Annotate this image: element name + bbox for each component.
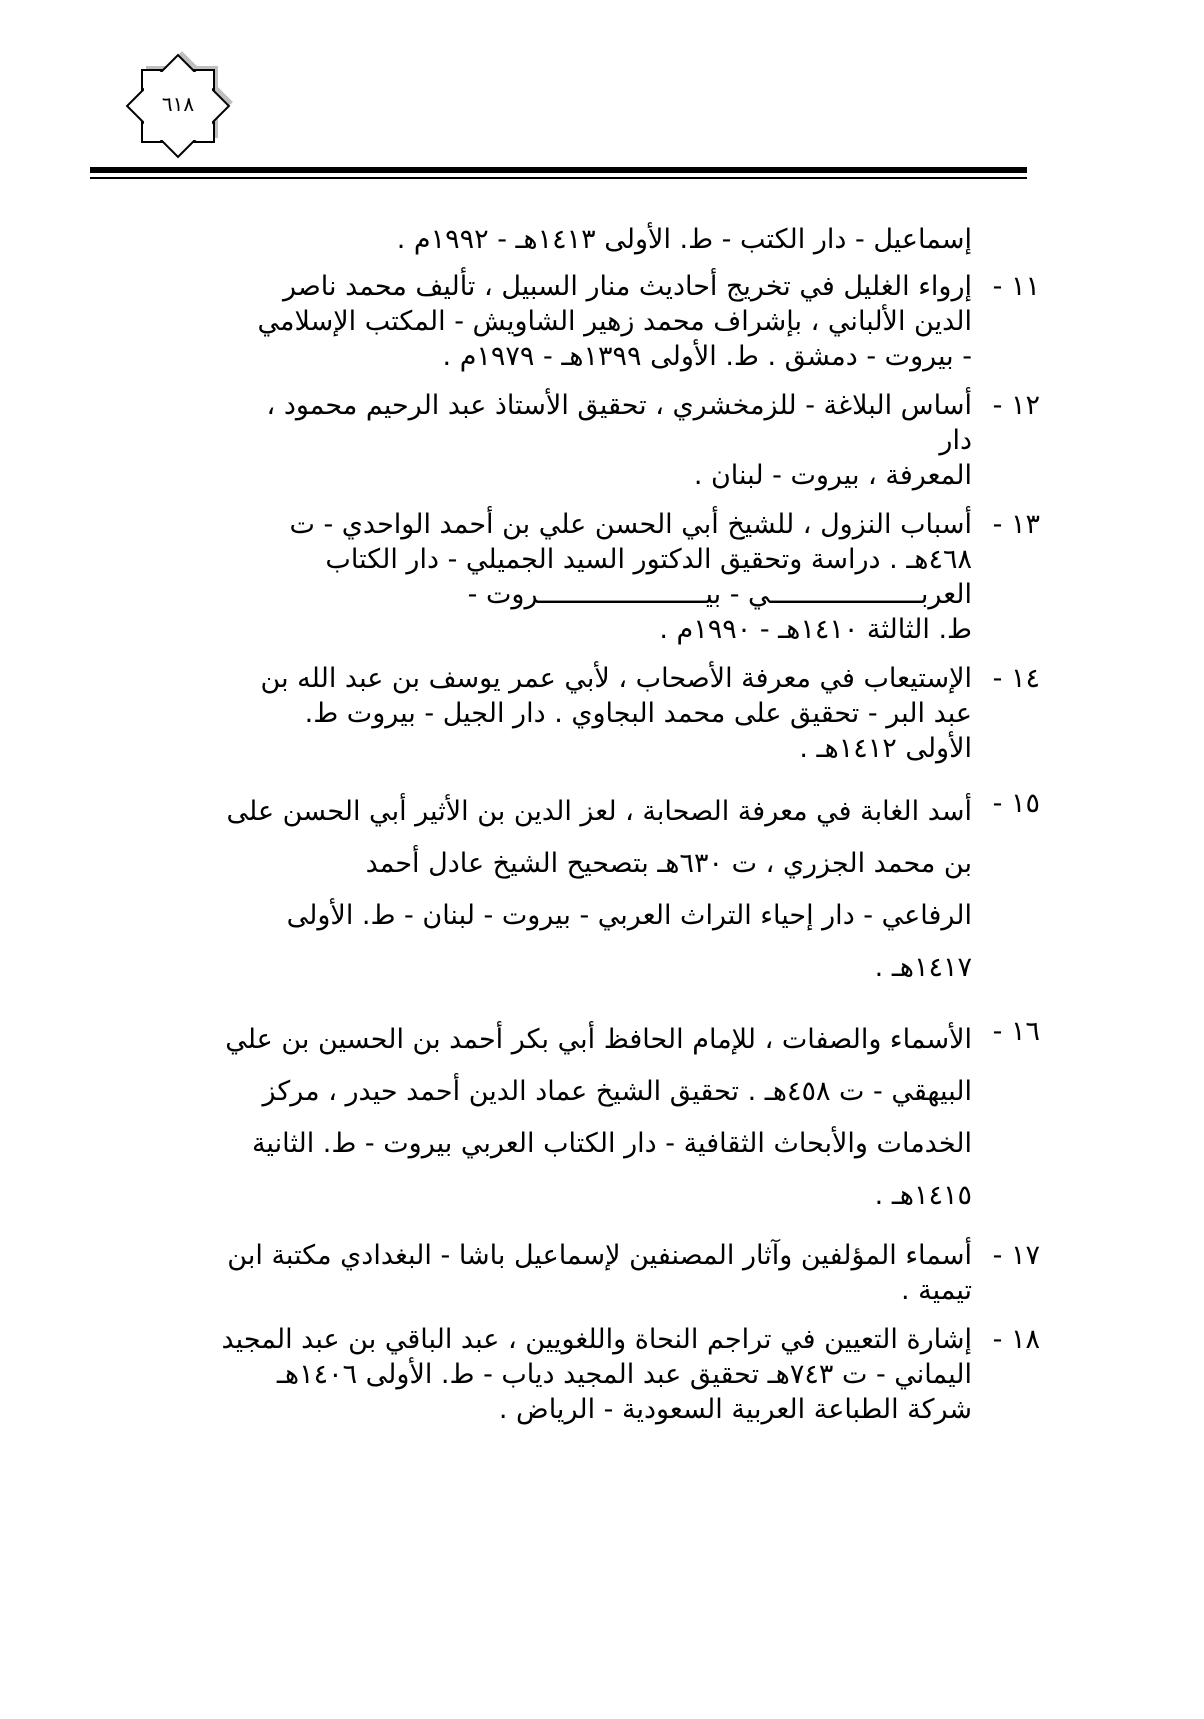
entry-line: إشارة التعيين في تراجم النحاة واللغويين ، عبد الباقي بن عبد المجيد <box>221 1324 972 1355</box>
bibliography-entry-11 <box>150 269 1040 374</box>
entry-number: ١٥ - <box>992 788 1040 819</box>
entry-line: أسد الغابة في معرفة الصحابة ، لعز الدين بن الأثير أبي الحسن على <box>226 796 972 827</box>
entry-text <box>150 661 972 766</box>
header-rule-thin <box>90 177 1027 179</box>
entry-text <box>150 1238 972 1308</box>
entry-line: اليماني - ت ٧٤٣هـ تحقيق عبد المجيد دياب - ط. الأولى ١٤٠٦هـ <box>276 1359 972 1390</box>
entry-number: ١٢ - <box>992 390 1040 421</box>
bibliography-entry-16 <box>150 1014 1040 1222</box>
entry-text <box>150 269 972 374</box>
entry-line: ١٤١٥هـ . <box>874 1180 972 1211</box>
entry-line: الأولى ١٤١٢هـ . <box>799 733 972 764</box>
bibliography-list <box>150 222 1040 1441</box>
entry-number: ١٨ - <box>992 1324 1040 1355</box>
entry-number: ١٦ - <box>992 1016 1040 1047</box>
entry-line: الأسماء والصفات ، للإمام الحافظ أبي بكر أحمد بن الحسين بن علي <box>225 1024 972 1055</box>
entry-line: أسباب النزول ، للشيخ أبي الحسن علي بن أحمد الواحدي - ت <box>289 509 972 540</box>
entry-line: الخدمات والأبحاث الثقافية - دار الكتاب العربي بيروت - ط. الثانية <box>251 1128 972 1159</box>
entry-line: بن محمد الجزري ، ت ٦٣٠هـ بتصحيح الشيخ عادل أحمد <box>365 848 972 879</box>
bibliography-entry-17 <box>150 1238 1040 1308</box>
bibliography-entry-15 <box>150 786 1040 994</box>
entry-text <box>150 1322 972 1427</box>
entry-line: شركة الطباعة العربية السعودية - الرياض . <box>498 1394 972 1425</box>
bibliography-entry-14 <box>150 661 1040 766</box>
entry-line: الدين الألباني ، بإشراف محمد زهير الشاويش - المكتب الإسلامي <box>257 306 972 337</box>
continuation-line: إسماعيل - دار الكتب - ط. الأولى ١٤١٣هـ - ١٩٩٢م . <box>396 224 972 255</box>
bibliography-entry-12 <box>150 388 1040 493</box>
entry-line: أساس البلاغة - للزمخشري ، تحقيق الأستاذ عبد الرحيم محمود ، <box>266 390 972 421</box>
entry-number: ١٧ - <box>992 1240 1040 1271</box>
entry-line: - بيروت - دمشق . ط. الأولى ١٣٩٩هـ - ١٩٧٩م . <box>442 341 972 372</box>
entry-line: أسماء المؤلفين وآثار المصنفين لإسماعيل باشا - البغدادي مكتبة ابن <box>227 1240 972 1271</box>
entry-line: إرواء الغليل في تخريج أحاديث منار السبيل ، تأليف محمد ناصر <box>282 271 972 302</box>
entry-line: العربـــــــــــــــــــي - بيـــــــــــــــــــــروت - <box>467 579 972 610</box>
entry-line: المعرفة ، بيروت - لبنان . <box>693 460 972 491</box>
entry-text <box>150 786 972 994</box>
bibliography-entry-18 <box>150 1322 1040 1427</box>
entry-line: دار <box>939 425 972 456</box>
entry-line: عبد البر - تحقيق على محمد البجاوي . دار الجيل - بيروت ط. <box>304 698 972 729</box>
entry-line: ط. الثالثة ١٤١٠هـ - ١٩٩٠م . <box>659 614 972 645</box>
entry-number: ١٣ - <box>992 509 1040 540</box>
header-rule-thick <box>90 167 1027 173</box>
bibliography-entry-13 <box>150 507 1040 647</box>
entry-line: ١٤١٧هـ . <box>874 952 972 983</box>
entry-line: الرفاعي - دار إحياء التراث العربي - بيروت - لبنان - ط. الأولى <box>286 900 972 931</box>
entry-text <box>150 388 972 493</box>
page-number-badge <box>118 44 238 164</box>
entry-line: الإستيعاب في معرفة الأصحاب ، لأبي عمر يوسف بن عبد الله بن <box>260 663 972 694</box>
entry-text <box>150 1014 972 1222</box>
entry-line: البيهقي - ت ٤٥٨هـ . تحقيق الشيخ عماد الدين أحمد حيدر ، مركز <box>262 1076 972 1107</box>
entry-number: ١٤ - <box>992 663 1040 694</box>
entry-text <box>150 507 972 647</box>
entry-number: ١١ - <box>992 271 1040 302</box>
entry-line: تيمية . <box>900 1275 972 1306</box>
page-number: ٦١٨ <box>161 92 195 116</box>
entry-line: ٤٦٨هـ . دراسة وتحقيق الدكتور السيد الجميلي - دار الكتاب <box>325 544 972 575</box>
